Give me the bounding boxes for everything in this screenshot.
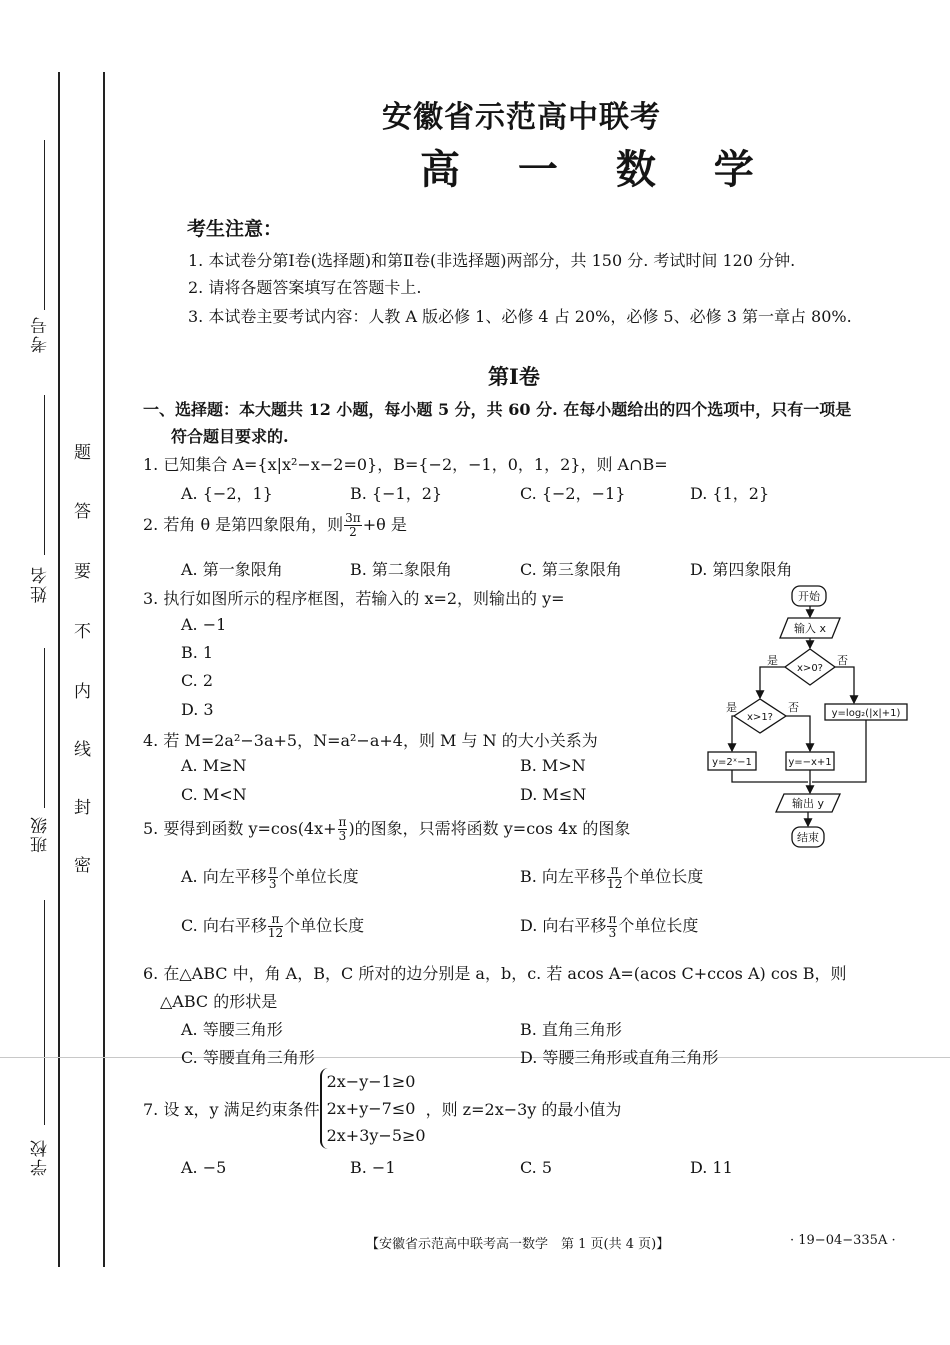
frac-den: 12 — [267, 926, 284, 940]
binding-line-outer — [58, 72, 60, 1267]
q4-option-d: D. M≤N — [520, 785, 587, 804]
q7-option-a: A. −5 — [181, 1158, 227, 1177]
q5-option-d — [520, 913, 698, 940]
q3-option-a: A. −1 — [181, 615, 227, 634]
school-underline — [44, 900, 45, 1125]
notice-item: 3. 本试卷主要考试内容：人教 A 版必修 1、必修 4 占 20%，必修 5、必修 3 第一章占 80%. — [188, 307, 852, 326]
q7-constraint: 2x−y−1≥0 — [326, 1072, 416, 1091]
seal-char: 不 — [74, 622, 91, 642]
q5-option-c-frac — [268, 913, 283, 940]
fc-yes-1: 是 — [767, 654, 778, 667]
seal-char: 答 — [74, 502, 91, 522]
q5-option-d-frac — [607, 913, 617, 940]
seal-char: 密 — [74, 856, 91, 876]
exam-number-label: 考号 — [31, 315, 51, 353]
notice-item: 1. 本试卷分第Ⅰ卷(选择题)和第Ⅱ卷(非选择题)两部分，共 150 分. 考试时间 120 分钟. — [188, 251, 796, 270]
q3-option-d: D. 3 — [181, 700, 214, 719]
school-title: 安徽省示范高中联考 — [382, 100, 661, 135]
seal-char: 封 — [74, 798, 91, 818]
binding-line-inner — [103, 72, 105, 1267]
q2-frac-num: 3π — [345, 511, 361, 525]
q6-option-d: D. 等腰三角形或直角三角形 — [520, 1048, 719, 1067]
fc-cond1: x>0? — [797, 663, 823, 674]
class-label: 班级 — [31, 815, 51, 853]
q7-constraint: 2x+3y−5≥0 — [326, 1126, 426, 1145]
section-intro: 一、选择题：本大题共 12 小题，每小题 5 分，共 60 分. 在每小题给出的四个选项中，只有一项是 — [143, 400, 852, 419]
q5-fraction — [338, 816, 348, 843]
q4-option-a: A. M≥N — [181, 756, 247, 775]
flowchart — [700, 580, 920, 855]
fc-no-1: 否 — [837, 654, 848, 667]
q2-option-d: D. 第四象限角 — [690, 560, 793, 579]
q4-option-c: C. M<N — [181, 785, 247, 804]
frac-num: π — [268, 863, 277, 877]
q5-option-d-text: D. 向右平移 — [520, 916, 607, 935]
seal-char: 线 — [74, 740, 91, 760]
school-label: 学校 — [31, 1138, 51, 1176]
q6-option-a: A. 等腰三角形 — [181, 1020, 283, 1039]
notice-title: 考生注意： — [187, 218, 283, 240]
q3-option-b: B. 1 — [181, 643, 214, 662]
frac-den: 12 — [606, 877, 623, 891]
q6-stem: 6. 在△ABC 中，角 A，B，C 所对的边分别是 a，b，c. 若 acos A=(acos C+ccos A) cos B，则 — [143, 964, 847, 983]
fc-input: 输入 x — [793, 622, 827, 635]
frac-num: π — [607, 864, 622, 878]
q5-stem-pre: 5. 要得到函数 y=cos(4x+ — [143, 819, 337, 838]
page-footer: 【安徽省示范高中联考高一数学 第 1 页(共 4 页)】 — [366, 1237, 670, 1252]
q5-option-c-unit: 个单位长度 — [284, 916, 365, 935]
q5-option-b-frac — [607, 864, 622, 891]
q2-fraction — [344, 512, 362, 539]
q7-constraint-system — [320, 1068, 426, 1149]
fc-start: 开始 — [798, 590, 820, 603]
q5-option-b — [520, 864, 703, 891]
q1-option-b: B. {−1，2} — [350, 484, 443, 503]
frac-den: 3 — [268, 877, 277, 891]
seal-char: 要 — [74, 562, 91, 582]
q4-option-b: B. M>N — [520, 756, 586, 775]
seal-char: 题 — [74, 443, 91, 463]
class-underline — [44, 648, 45, 808]
fc-box-log: y=log₂(|x|+1) — [831, 708, 901, 719]
q2-option-b: B. 第二象限角 — [350, 560, 452, 579]
q4-stem: 4. 若 M=2a²−3a+5，N=a²−a+4，则 M 与 N 的大小关系为 — [143, 731, 598, 750]
q5-option-c — [181, 913, 364, 940]
q2-option-c: C. 第三象限角 — [520, 560, 622, 579]
section-title: 第Ⅰ卷 — [488, 364, 540, 389]
q6-stem-cont: △ABC 的形状是 — [160, 992, 278, 1011]
q5-option-a — [181, 864, 359, 891]
q5-option-a-frac — [268, 864, 278, 891]
name-underline — [44, 395, 45, 555]
fc-no-2: 否 — [788, 701, 799, 714]
q5-option-b-unit: 个单位长度 — [623, 867, 704, 886]
q2-stem — [143, 512, 407, 539]
q1-option-c: C. {−2，−1} — [520, 484, 626, 503]
q5-option-a-unit: 个单位长度 — [278, 867, 359, 886]
q1-option-d: D. {1，2} — [690, 484, 770, 503]
fc-box-lin: y=−x+1 — [788, 757, 832, 768]
q5-stem — [143, 816, 630, 843]
q7-stem-pre: 7. 设 x，y 满足约束条件 — [143, 1100, 320, 1119]
q1-option-a: A. {−2，1} — [181, 484, 273, 503]
q3-stem: 3. 执行如图所示的程序框图，若输入的 x=2，则输出的 y= — [143, 589, 565, 608]
fc-cond2: x>1? — [747, 712, 773, 723]
notice-item: 2. 请将各题答案填写在答题卡上. — [188, 278, 422, 297]
subject-title: 高 一 数 学 — [420, 146, 776, 193]
fc-output: 输出 y — [791, 797, 825, 810]
q2-option-a: A. 第一象限角 — [181, 560, 283, 579]
frac-num: π — [338, 815, 347, 829]
frac-den: 3 — [338, 829, 347, 843]
fc-end: 结束 — [797, 831, 819, 844]
frac-num: π — [608, 912, 617, 926]
q7-option-c: C. 5 — [520, 1158, 553, 1177]
q6-option-b: B. 直角三角形 — [520, 1020, 622, 1039]
q1-stem: 1. 已知集合 A={x|x²−x−2=0}，B={−2，−1，0，1，2}，则 A∩B= — [143, 455, 668, 474]
exam-number-underline — [44, 140, 45, 310]
q3-option-c: C. 2 — [181, 671, 214, 690]
q5-option-b-text: B. 向左平移 — [520, 867, 606, 886]
q2-stem-pre: 2. 若角 θ 是第四象限角，则 — [143, 515, 344, 534]
q7-stem-post: ，则 z=2x−3y 的最小值为 — [425, 1100, 622, 1119]
q7-option-b: B. −1 — [350, 1158, 396, 1177]
q7-stem — [143, 1068, 621, 1149]
q5-stem-mid: )的图象，只需将函数 y=cos 4x 的图象 — [348, 819, 631, 838]
section-intro-cont: 符合题目要求的. — [171, 427, 289, 446]
scan-line — [0, 1057, 950, 1058]
q7-option-d: D. 11 — [690, 1158, 733, 1177]
frac-den: 3 — [608, 926, 617, 940]
q5-option-c-text: C. 向右平移 — [181, 916, 267, 935]
q2-stem-post: +θ 是 — [362, 515, 407, 534]
paper-code: · 19−04−335A · — [790, 1233, 896, 1248]
q5-option-d-unit: 个单位长度 — [618, 916, 699, 935]
q5-option-a-text: A. 向左平移 — [181, 867, 267, 886]
fc-box-exp: y=2ˣ−1 — [712, 757, 752, 768]
q7-constraint: 2x+y−7≤0 — [326, 1099, 416, 1118]
name-label: 姓名 — [31, 565, 51, 603]
frac-num: π — [268, 913, 283, 927]
seal-char: 内 — [74, 682, 91, 702]
q6-option-c: C. 等腰直角三角形 — [181, 1048, 315, 1067]
fc-yes-2: 是 — [726, 701, 737, 714]
q2-frac-den: 2 — [349, 525, 357, 539]
